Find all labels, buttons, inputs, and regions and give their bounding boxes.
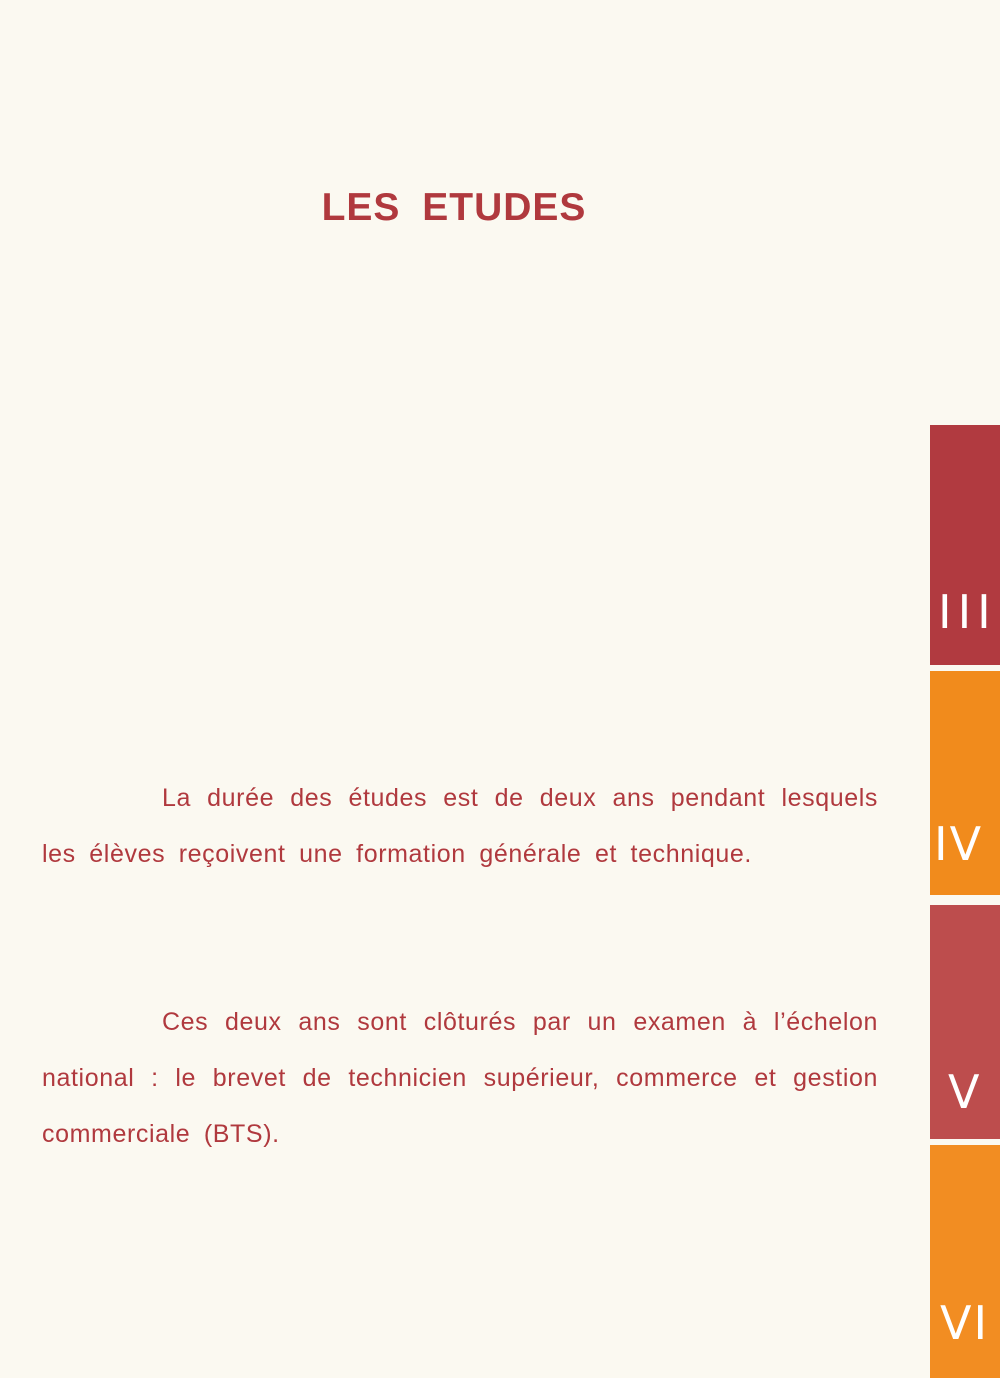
section-tab-iii[interactable] bbox=[930, 425, 1000, 665]
section-tab-label: V bbox=[948, 1065, 982, 1119]
section-tab-iv[interactable] bbox=[930, 671, 1000, 895]
paragraph-exam: Ces deux ans sont clôturés par un examen à l’échelon national : le brevet de technicien supérieur, commerce et gestion commerciale (BTS). bbox=[42, 1008, 878, 1148]
section-tab-v[interactable] bbox=[930, 905, 1000, 1139]
page-title: LES ETUDES bbox=[321, 186, 587, 229]
section-tab-label: VI bbox=[940, 1296, 990, 1350]
section-tab-vi[interactable] bbox=[930, 1145, 1000, 1378]
section-tabs bbox=[930, 425, 1000, 1378]
paragraph-duration: La durée des études est de deux ans pendant lesquels les élèves reçoivent une formation générale et technique. bbox=[42, 784, 878, 868]
section-tab-label: IV bbox=[934, 817, 984, 871]
section-tab-label: III bbox=[938, 585, 997, 639]
